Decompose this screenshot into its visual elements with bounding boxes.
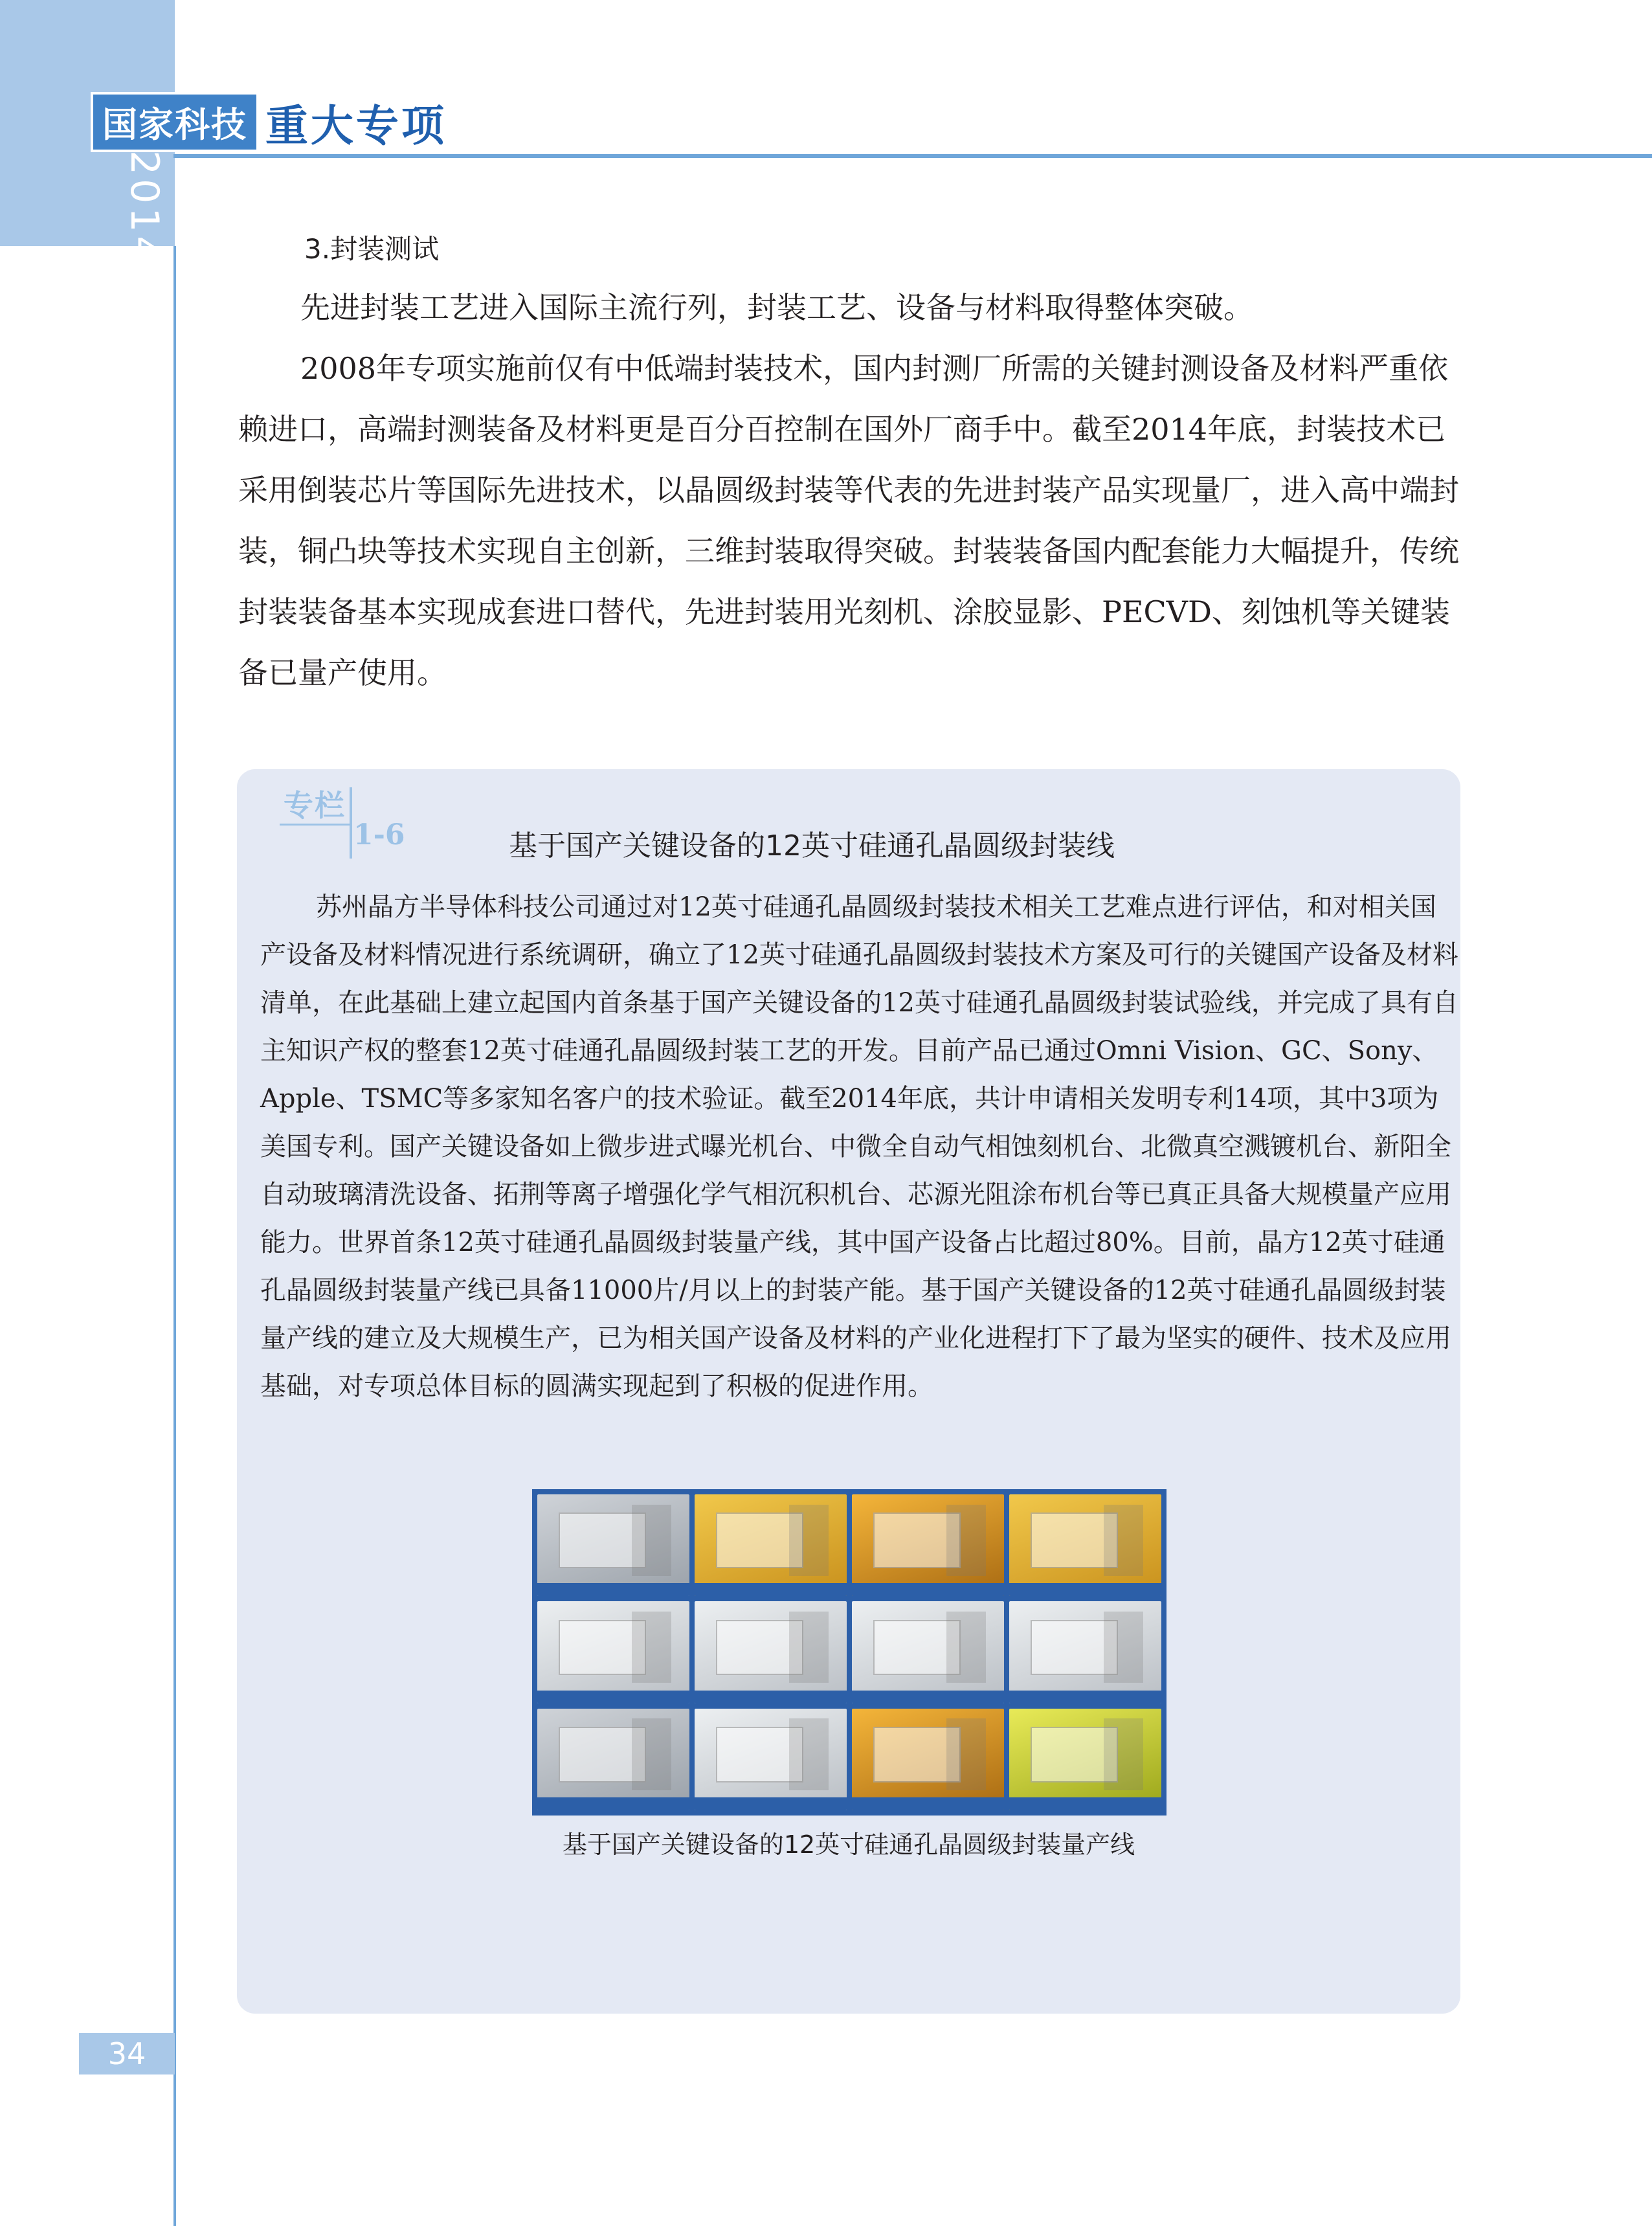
equipment-photo [695,1494,847,1596]
equipment-photo [537,1601,689,1703]
tag-divider [350,787,352,859]
paragraph: 苏州晶方半导体科技公司通过对12英寸硅通孔晶圆级封装技术相关工艺难点进行评估，和对相关国产设备及材料情况进行系统调研，确立了12英寸硅通孔晶圆级封装技术方案及可行的关键国产设备及材料清单，在此基础上建立起国内首条基于国产关键设备的12英寸硅通孔晶圆级封装试验线，并完成了具有自主知识产权的整套12英寸硅通孔晶圆级封装工艺的开发。目前产品已通过Omni Vision、GC、Sony、Apple、TSMC等多家知名客户的技术验证。截至2014年底，共计申请相关发明专利14项，其中3项为美国专利。国产关键设备如上微步进式曝光机台、中微全自动气相蚀刻机台、北微真空溅镀机台、新阳全自动玻璃清洗设备、拓荆等离子增强化学气相沉积机台、芯源光阻涂布机台等已真正具备大规模量产应用能力。世界首条12英寸硅通孔晶圆级封装量产线，其中国产设备占比超过80%。目前，晶方12英寸硅通孔晶圆级封装量产线已具备11000片/月以上的封装产能。基于国产关键设备的12英寸硅通孔晶圆级封装量产线的建立及大规模生产，已为相关国产设备及材料的产业化进程打下了最为坚实的硬件、技术及应用基础，对专项总体目标的圆满实现起到了积极的促进作用。 [260,892,1458,1401]
photo-caption-strip [852,1797,1004,1810]
header-rule [173,154,1652,158]
brand-logo [91,96,447,151]
photo-caption-strip [852,1691,1004,1703]
machine-panel [632,1612,671,1683]
section-title: 3.封装测试 [304,233,440,265]
brand-left: 国家科技 [91,92,259,152]
photo-caption-strip [852,1583,1004,1596]
equipment-photo [852,1709,1004,1810]
photo-caption-strip [695,1691,847,1703]
section-body [238,277,1463,703]
photo-caption-strip [1009,1797,1161,1810]
photo-caption-strip [695,1583,847,1596]
machine-panel [1104,1612,1143,1683]
photo-caption-strip [1009,1691,1161,1703]
column-box [237,769,1460,2014]
equipment-photo [1009,1709,1161,1810]
equipment-photo [695,1709,847,1810]
report-year-label: 2014 年度报告 [122,150,167,452]
photo-caption-strip [537,1797,689,1810]
page-number: 34 [79,2033,175,2074]
figure-caption: 基于国产关键设备的12英寸硅通孔晶圆级封装量产线 [562,1830,1135,1859]
column-tag-number: 1-6 [353,818,405,851]
equipment-photo [852,1494,1004,1596]
left-margin-line [173,246,176,2226]
machine-panel [632,1505,671,1576]
equipment-photo [695,1601,847,1703]
equipment-photo [1009,1601,1161,1703]
equipment-photo [1009,1494,1161,1596]
machine-panel [946,1718,986,1790]
equipment-photo-grid [532,1489,1166,1816]
machine-panel [1104,1718,1143,1790]
equipment-photo [537,1709,689,1810]
paragraph: 先进封装工艺进入国际主流行列，封装工艺、设备与材料取得整体突破。 [300,290,1253,325]
machine-panel [632,1718,671,1790]
photo-caption-strip [537,1583,689,1596]
machine-panel [789,1612,829,1683]
machine-panel [789,1718,829,1790]
machine-panel [946,1612,986,1683]
paragraph: 2008年专项实施前仅有中低端封装技术，国内封测厂所需的关键封测设备及材料严重依赖进口，高端封测装备及材料更是百分百控制在国外厂商手中。截至2014年底，封装技术已采用倒装芯片等国际先进技术，以晶圆级封装等代表的先进封装产品实现量厂，进入高中端封装，铜凸块等技术实现自主创新，三维封装取得突破。封装装备国内配套能力大幅提升，传统封装装备基本实现成套进口替代，先进封装用光刻机、涂胶显影、PECVD、刻蚀机等关键装备已量产使用。 [238,351,1459,690]
machine-panel [789,1505,829,1576]
photo-caption-strip [537,1691,689,1703]
photo-caption-strip [695,1797,847,1810]
machine-panel [1104,1505,1143,1576]
equipment-photo [852,1601,1004,1703]
brand-right: 重大专项 [265,100,447,151]
equipment-photo [537,1494,689,1596]
machine-panel [946,1505,986,1576]
photo-caption-strip [1009,1583,1161,1596]
column-tag-label: 专栏 [284,788,346,823]
column-title: 基于国产关键设备的12英寸硅通孔晶圆级封装线 [509,829,1115,862]
column-body [260,883,1459,1410]
